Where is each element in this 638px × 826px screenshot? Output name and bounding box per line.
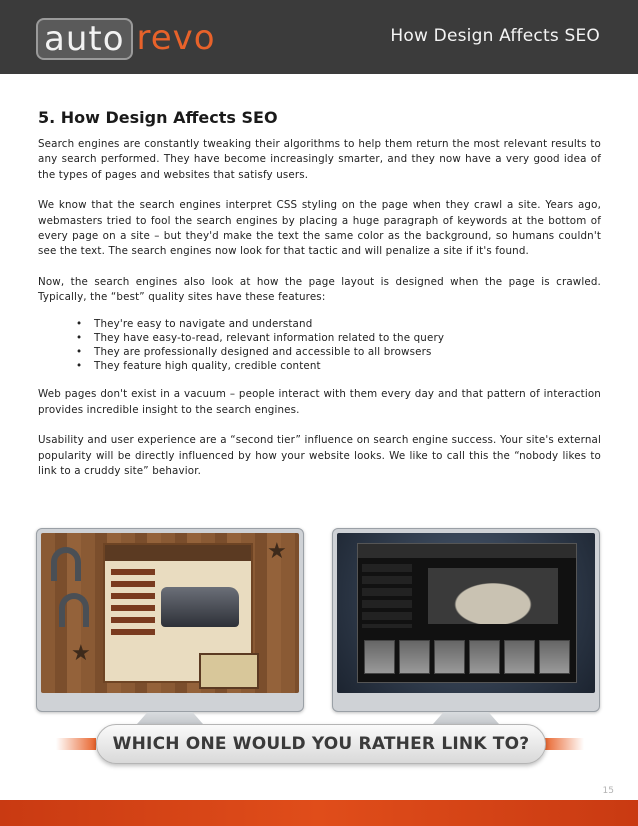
features-list — [76, 317, 601, 374]
bullet-icon: • — [76, 317, 83, 330]
website-menu — [111, 569, 155, 639]
logo-auto-text: auto — [36, 18, 133, 60]
page-number: 15 — [602, 786, 614, 796]
horseshoe-icon — [51, 547, 81, 581]
autorevo-logo — [36, 18, 216, 60]
paragraph-1: Search engines are constantly tweaking their algorithms to help them return the most relevant results to any search performed. They have become increasingly smarter, and they now have a very good idea of the types of pages and websites that satisfy users. — [38, 138, 601, 181]
list-item — [76, 317, 601, 331]
thumbnail — [364, 640, 395, 674]
wanted-sign — [199, 653, 259, 689]
comparison-illustration — [36, 528, 604, 778]
list-item — [76, 331, 601, 345]
swoosh-decoration — [56, 738, 96, 750]
monitor-right — [332, 528, 600, 712]
browser-toolbar — [358, 544, 576, 558]
clean-website-screenshot — [337, 533, 595, 693]
star-icon: ★ — [71, 641, 91, 666]
question-banner-text: WHICH ONE WOULD YOU RATHER LINK TO? — [112, 734, 530, 754]
star-icon: ★ — [267, 539, 287, 564]
cluttered-website-screenshot — [41, 533, 299, 693]
logo-revo-text: revo — [136, 18, 216, 58]
monitor-left — [36, 528, 304, 712]
list-item-text: They have easy-to-read, relevant information related to the query — [94, 331, 445, 344]
horseshoe-icon — [59, 593, 89, 627]
car-image — [428, 568, 558, 624]
thumbnail — [399, 640, 430, 674]
website-menu — [362, 564, 412, 628]
thumbnail — [434, 640, 465, 674]
list-item — [76, 345, 601, 359]
list-item-text: They're easy to navigate and understand — [94, 317, 313, 330]
thumbnail — [539, 640, 570, 674]
list-item-text: They feature high quality, credible content — [94, 360, 321, 373]
website-window — [357, 543, 577, 683]
bullet-icon: • — [76, 331, 83, 344]
truck-image — [161, 587, 239, 627]
thumbnail — [504, 640, 535, 674]
thumbnail-strip — [364, 640, 570, 674]
main-content — [38, 108, 601, 495]
page-header — [0, 0, 638, 74]
swoosh-decoration — [544, 738, 584, 750]
paragraph-2: We know that the search engines interpret CSS styling on the page when they crawl a site. Years ago, webmasters tried to fool the search engines by placing a huge paragraph of keywords at the bottom of every page on a site – but they'd make the text the same color as the background, so humans couldn't see the text. The search engines now look for that tactic and will penalize a site if it's found. — [38, 199, 601, 258]
header-title: How Design Affects SEO — [390, 26, 600, 46]
list-item — [76, 359, 601, 373]
section-title: 5. How Design Affects SEO — [38, 108, 278, 127]
list-item-text: They are professionally designed and accessible to all browsers — [94, 346, 432, 359]
bullet-icon: • — [76, 346, 83, 359]
thumbnail — [469, 640, 500, 674]
paragraph-5: Usability and user experience are a “second tier” influence on search engine success. Your site's external popularity will be directly influenced by how your website looks. We like to call this the “nobody likes to link to a cruddy site” behavior. — [38, 434, 601, 478]
paragraph-3: Now, the search engines also look at how the page layout is designed when the page is crawled. Typically, the “best” quality sites have these features: — [38, 275, 601, 304]
website-banner — [105, 545, 251, 561]
footer-bar — [0, 800, 638, 826]
question-banner — [96, 724, 546, 764]
paragraph-4: Web pages don't exist in a vacuum – people interact with them every day and that pattern of interaction provides incredible insight to the search engines. — [38, 388, 601, 416]
bullet-icon: • — [76, 360, 83, 373]
